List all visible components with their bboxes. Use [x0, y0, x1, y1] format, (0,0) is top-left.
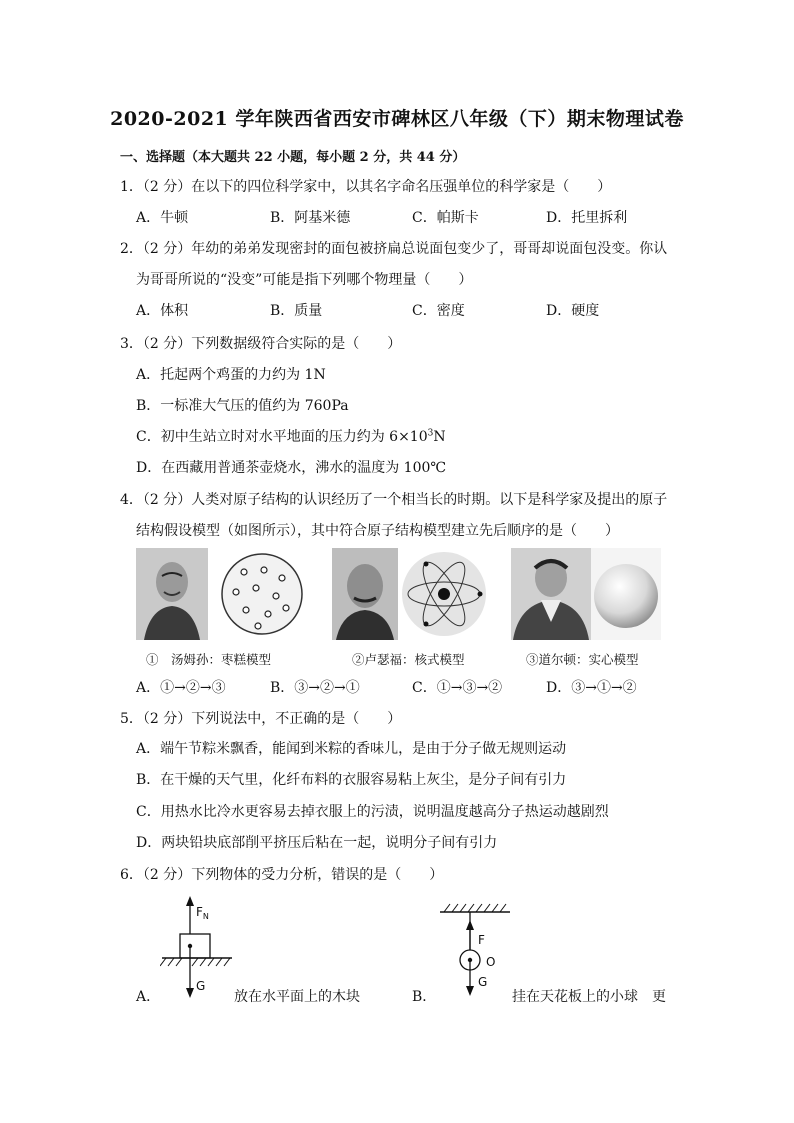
ball-hanging-diagram: [436, 900, 516, 1004]
q6-option-a-text: 放在水平面上的木块: [234, 989, 360, 1005]
q4-option-d: D．③→①→②: [546, 680, 637, 696]
page-title: 2020-2021 学年陕西省西安市碑林区八年级（下）期末物理试卷: [110, 108, 684, 130]
q6-option-b-label: B．: [412, 989, 437, 1005]
gravity-label-a: G: [196, 979, 206, 993]
block-on-surface-diagram: [160, 894, 240, 1004]
q3-option-c-exponent: 3: [427, 428, 434, 439]
q4-option-c: C．①→③→②: [412, 680, 503, 696]
question-3-stem: 3．（2 分）下列数据级符合实际的是（ ）: [120, 336, 402, 352]
question-4-stem-line2: 结构假设模型（如图所示），其中符合原子结构模型建立先后顺序的是（ ）: [136, 523, 619, 539]
question-2-stem-line1: 2．（2 分）年幼的弟弟发现密封的面包被挤扁总说面包变少了，哥哥却说面包没变。你认: [120, 241, 668, 257]
q1-option-a: A．牛顿: [136, 210, 189, 226]
q2-option-c: C．密度: [412, 303, 465, 319]
tension-force-label: F: [478, 933, 485, 947]
q3-option-a: A．托起两个鸡蛋的力约为 1N: [136, 367, 326, 383]
gravity-label-b: G: [478, 975, 488, 989]
q1-option-c: C．帕斯卡: [412, 210, 479, 226]
q3-option-c-text: C．初中生站立时对水平地面的压力约为 6×10: [136, 429, 428, 445]
caption-thomson: ① 汤姆孙：枣糕模型: [146, 652, 272, 667]
rutherford-model-figure: [332, 548, 492, 640]
thomson-model-figure: [136, 548, 306, 640]
q3-option-b: B．一标准大气压的值约为 760Pa: [136, 398, 349, 414]
q1-option-d: D．托里拆利: [546, 210, 628, 226]
question-6-stem: 6．（2 分）下列物体的受力分析，错误的是（ ）: [120, 867, 444, 883]
q1-option-b: B．阿基米德: [270, 210, 351, 226]
thomson-portrait-and-model: [136, 548, 306, 640]
q3-option-c-unit: N: [433, 429, 446, 445]
center-point-label: O: [486, 955, 496, 969]
q2-option-a: A．体积: [136, 303, 189, 319]
normal-force-label: $F_N$: [196, 905, 209, 921]
section-heading: 一、选择题（本大题共 22 小题，每小题 2 分，共 44 分）: [120, 150, 466, 165]
q3-option-c: [136, 426, 446, 446]
q6-option-a-label: A．: [136, 989, 161, 1005]
q5-option-a: A．端午节粽米飘香，能闻到米粽的香味儿，是由于分子做无规则运动: [136, 741, 567, 757]
caption-dalton: ③道尔顿：实心模型: [526, 652, 639, 667]
q5-option-b: B．在干燥的天气里，化纤布料的衣服容易粘上灰尘，是分子间有引力: [136, 772, 567, 788]
q5-option-d: D．两块铅块底部削平挤压后粘在一起，说明分子间有引力: [136, 835, 498, 851]
question-5-stem: 5．（2 分）下列说法中，不正确的是（ ）: [120, 711, 402, 727]
q2-option-d: D．硬度: [546, 303, 600, 319]
question-4-stem-line1: 4．（2 分）人类对原子结构的认识经历了一个相当长的时期。以下是科学家及提出的原子: [120, 492, 668, 508]
rutherford-portrait-and-model: [332, 548, 492, 640]
force-diagram-ball: [436, 900, 516, 1004]
dalton-model-figure: [511, 548, 661, 640]
question-1-stem: 1．（2 分）在以下的四位科学家中，以其名字命名压强单位的科学家是（ ）: [120, 179, 612, 195]
caption-rutherford: ②卢瑟福：核式模型: [352, 652, 465, 667]
q6-option-b-text: 挂在天花板上的小球 更: [512, 989, 666, 1005]
dalton-portrait-and-model: [511, 548, 661, 640]
force-diagram-block: [160, 894, 240, 1004]
question-2-stem-line2: 为哥哥所说的“没变”可能是指下列哪个物理量（ ）: [136, 272, 473, 288]
q2-option-b: B．质量: [270, 303, 323, 319]
q5-option-c: C．用热水比冷水更容易去掉衣服上的污渍，说明温度越高分子热运动越剧烈: [136, 804, 609, 820]
q3-option-d: D．在西藏用普通茶壶烧水，沸水的温度为 100℃: [136, 460, 447, 476]
q4-option-b: B．③→②→①: [270, 680, 360, 696]
q4-option-a: A．①→②→③: [136, 680, 226, 696]
